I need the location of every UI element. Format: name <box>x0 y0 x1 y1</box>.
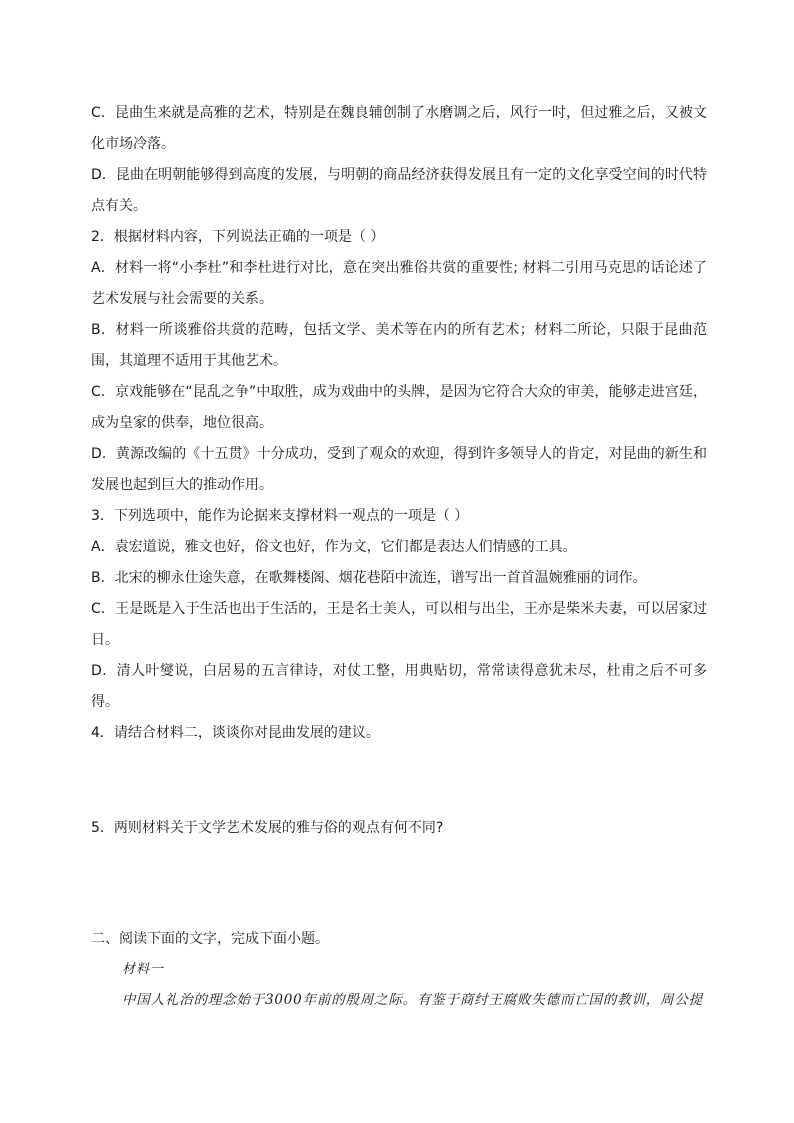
option-d-q3: D．清人叶燮说，白居易的五言律诗，对仗工整，用典贴切，常常读得意犹未尽，杜甫之后不可多得。 <box>91 663 707 710</box>
question-3: 3．下列选项中，能作为论据来支撑材料一观点的一项是（ ） <box>91 508 469 524</box>
option-b-q3: B．北宋的柳永仕途失意，在歌舞楼阁、烟花巷陌中流连，谱写出一首首温婉雅丽的词作。 <box>91 570 647 586</box>
material-label: 材料一 <box>122 962 165 977</box>
option-d-q1: D．昆曲在明朝能够得到高度的发展，与明朝的商品经济获得发展且有一定的文化享受空间的时代特点有关。 <box>91 167 707 214</box>
material-text: 中国人礼治的理念始于3000年前的殷周之际。有鉴于商纣王腐败失德而亡国的教训，周公提 <box>122 992 703 1008</box>
option-d-q2: D．黄源改编的《十五贯》十分成功，受到了观众的欢迎，得到许多领导人的肯定，对昆曲的新生和发展也起到巨大的推动作用。 <box>91 446 707 493</box>
section-heading: 二、阅读下面的文字，完成下面小题。 <box>91 931 329 947</box>
question-list <box>91 98 707 844</box>
option-a-q2: A．材料一将“小李杜”和李杜进行对比，意在突出雅俗共赏的重要性; 材料二引用马克思的话论述了艺术发展与社会需要的关系。 <box>91 260 707 307</box>
option-a-q3: A．袁宏道说，雅文也好，俗文也好，作为文，它们都是表达人们情感的工具。 <box>91 539 577 555</box>
question-4: 4．请结合材料二，谈谈你对昆曲发展的建议。 <box>91 725 380 741</box>
option-c-q3: C．王是既是入于生活也出于生活的，王是名士美人，可以相与出尘，王亦是柴米夫妻，可以居家过日。 <box>91 601 707 648</box>
option-b-q2: B．材料一所谈雅俗共赏的范畴，包括文学、美术等在内的所有艺术；材料二所论，只限于昆曲范围，其道理不适用于其他艺术。 <box>91 322 707 369</box>
option-c-q2: C．京戏能够在“昆乱之争”中取胜，成为戏曲中的头牌，是因为它符合大众的审美，能够走进宫廷，成为皇家的供奉，地位很高。 <box>91 384 707 431</box>
question-2: 2．根据材料内容，下列说法正确的一项是（ ） <box>91 229 385 245</box>
option-c-q1: C．昆曲生来就是高雅的艺术，特别是在魏良辅创制了水磨调之后，风行一时，但过雅之后，又被文化市场冷落。 <box>91 105 707 152</box>
question-5: 5．两则材料关于文学艺术发展的雅与俗的观点有何不同? <box>91 820 444 836</box>
